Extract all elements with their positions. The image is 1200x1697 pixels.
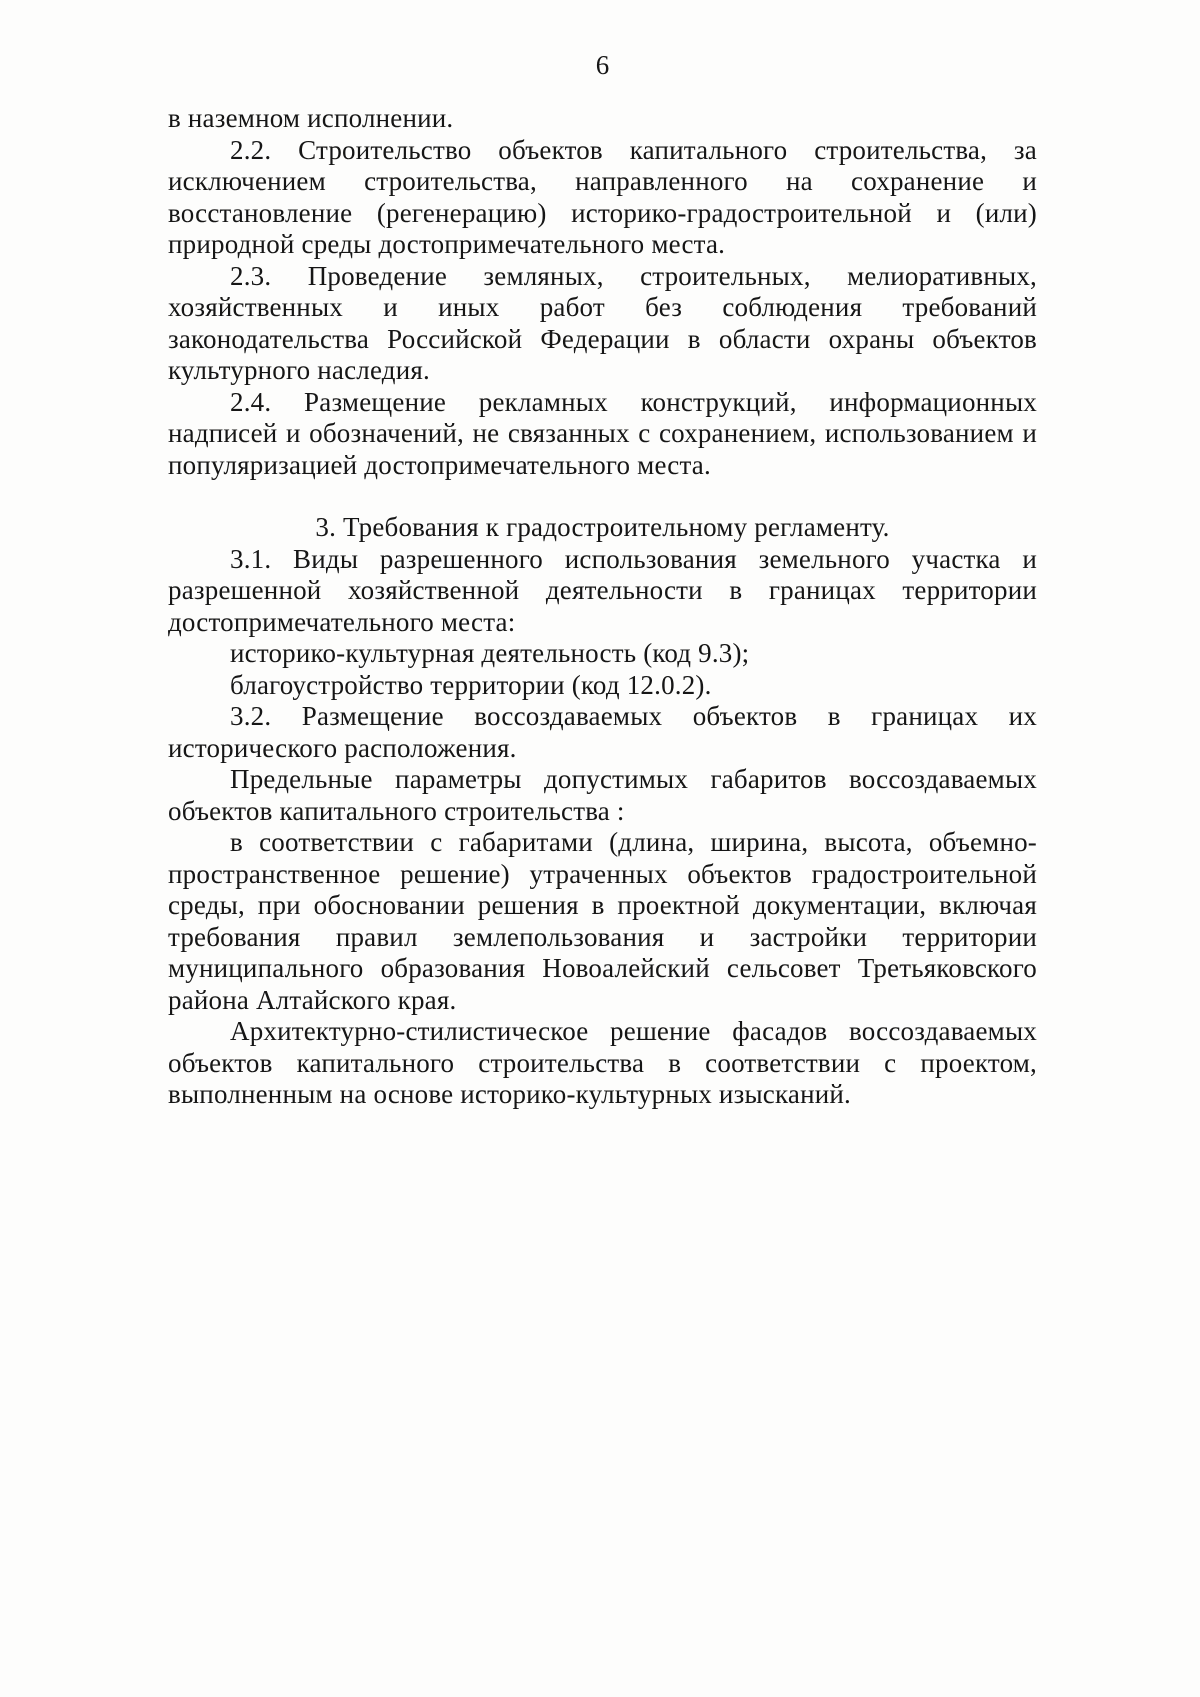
list-item-activity-code-9-3: историко-культурная деятельность (код 9.3);: [230, 638, 750, 668]
paragraph-continuation: в наземном исполнении.: [168, 103, 454, 133]
paragraph-2-2: 2.2. Строительство объектов капитального строительства, за исключением строительства, направленного на сохранение и восстановление (регенерацию) историко-градостроительной и (или) природной среды достопримечательного места.: [168, 134, 1037, 259]
paragraph-2-4: 2.4. Размещение рекламных конструкций, информационных надписей и обозначений, не связанных с сохранением, использованием и популяризацией достопримечательного места.: [168, 386, 1037, 480]
section-heading-3: 3. Требования к градостроительному регламенту.: [315, 512, 890, 542]
paragraph-2-3: 2.3. Проведение земляных, строительных, мелиоративных, хозяйственных и иных работ без соблюдения требований законодательства Российской Федерации в области охраны объектов культурного наследия.: [168, 260, 1037, 385]
list-item-activity-code-12-0-2: благоустройство территории (код 12.0.2).: [230, 669, 712, 700]
paragraph-architectural-solution: Архитектурно-стилистическое решение фасадов воссоздаваемых объектов капитального строительства в соответствии с проектом, выполненным на основе историко-культурных изысканий.: [168, 1016, 1037, 1109]
page-number: 6: [595, 50, 610, 80]
paragraph-3-2: 3.2. Размещение воссоздаваемых объектов в границах их исторического расположения.: [168, 701, 1037, 763]
paragraph-3-1: 3.1. Виды разрешенного использования земельного участка и разрешенной хозяйственной деятельности в границах территории достопримечательного места:: [168, 543, 1037, 637]
paragraph-limit-parameters: Предельные параметры допустимых габаритов воссоздаваемых объектов капитального строительства :: [168, 764, 1037, 826]
paragraph-dimensions-requirements: в соответствии с габаритами (длина, ширина, высота, объемно-пространственное решение) утраченных объектов градостроительной среды, при обосновании решения в проектной документации, включая требования правил землепользования и застройки территории муниципального образования Новоалейский сельсовет Третьяковского района Алтайского края.: [168, 827, 1037, 1015]
